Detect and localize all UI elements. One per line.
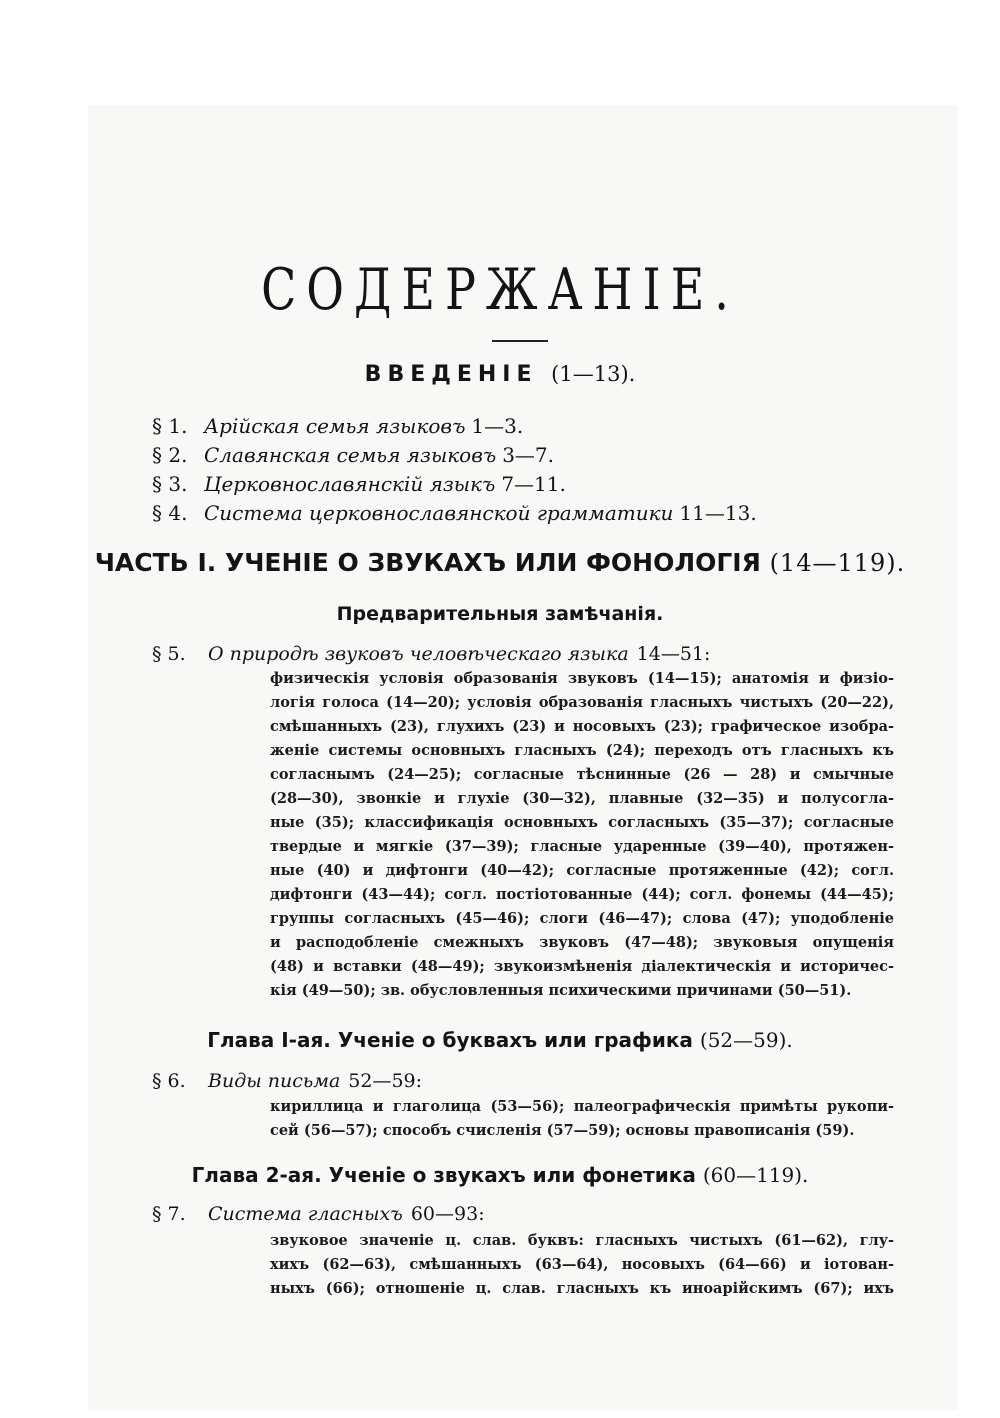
section-6-detail-line: сей (56—57); способъ счисленія (57—59); основы правописанія (59). — [270, 1122, 855, 1139]
toc-entry-pages: 1—3. — [471, 414, 524, 438]
toc-entry-pages: 7—11. — [501, 472, 566, 496]
introduction-heading-text: ВВЕДЕНІЕ — [364, 362, 538, 387]
section-5-detail-line: кія (49—50); зв. обусловленныя психическими причинами (50—51). — [270, 982, 852, 999]
toc-entry-number: § 3. — [152, 472, 188, 496]
toc-entry-number: § 4. — [152, 501, 188, 525]
section-5-detail-line: (48) и вставки (48—49); звукоизмѣненія діалектическія и историчес- — [270, 958, 894, 975]
section-pages: 60—93: — [410, 1203, 485, 1225]
preliminary-remarks-heading: Предварительныя замѣчанія. — [336, 603, 664, 625]
section-5-detail-line: логія голоса (14—20); условія образованія гласныхъ чистыхъ (20—22), — [270, 694, 894, 711]
toc-entry-number: § 1. — [152, 414, 188, 438]
chapter-2-heading-text: Глава 2-ая. Ученіе о звукахъ или фонетика — [191, 1163, 696, 1187]
section-pages: 52—59: — [348, 1070, 423, 1092]
toc-entry-title: Славянская семья языковъ — [204, 443, 497, 467]
section-number: § 6. — [152, 1070, 186, 1092]
section-5-detail-line: (28—30), звонкіе и глухіе (30—32), плавные (32—35) и полусогла- — [270, 790, 894, 807]
section-5-detail-line: физическія условія образованія звуковъ (14—15); анатомія и физіо- — [270, 670, 894, 687]
section-5-detail-line: согласнымъ (24—25); согласные тѣснинные (26 — 28) и смычные — [270, 766, 894, 783]
part-one-heading-text: ЧАСТЬ I. УЧЕНІЕ О ЗВУКАХЪ ИЛИ ФОНОЛОГІЯ — [94, 548, 761, 577]
chapter-1-heading — [0, 1028, 1000, 1052]
section-7-detail-line: ныхъ (66); отношеніе ц. слав. гласныхъ къ иноарійскимъ (67); ихъ — [270, 1280, 894, 1297]
introduction-heading — [0, 362, 1000, 387]
section-6-detail-line: кириллица и глаголица (53—56); палеографическія примѣты рукопи- — [270, 1098, 894, 1115]
chapter-2-range: (60—119). — [702, 1163, 809, 1187]
page-title: СОДЕРЖАНІЕ. — [261, 255, 739, 323]
section-5-detail-line: дифтонги (43—44); согл. постіотованные (44); согл. фонемы (44—45); — [270, 886, 894, 903]
toc-entry-3 — [152, 472, 566, 496]
chapter-2-heading — [0, 1163, 1000, 1187]
part-one-range: (14—119). — [769, 549, 906, 577]
section-7-detail-line: хихъ (62—63), смѣшанныхъ (63—64), носовыхъ (64—66) и іотован- — [270, 1256, 894, 1273]
section-5-detail-line: смѣшанныхъ (23), глухихъ (23) и носовыхъ (23); графическое изобра- — [270, 718, 894, 735]
section-title: Виды письма — [208, 1070, 341, 1092]
toc-entry-title: Церковнославянскій языкъ — [204, 472, 496, 496]
chapter-1-heading-text: Глава I-ая. Ученіе о буквахъ или графика — [207, 1028, 693, 1052]
part-one-heading — [0, 548, 1000, 577]
toc-entry-title: Арійская семья языковъ — [204, 414, 466, 438]
title-divider — [492, 340, 548, 342]
section-5-detail-line: ные (40) и дифтонги (40—42); согласные протяженные (42); согл. — [270, 862, 894, 879]
section-7-detail-line: звуковое значеніе ц. слав. буквъ: гласныхъ чистыхъ (61—62), глу- — [270, 1232, 894, 1249]
section-title: Система гласныхъ — [208, 1203, 403, 1225]
toc-entry-1 — [152, 414, 523, 438]
section-5-detail-line: группы согласныхъ (45—46); слоги (46—47); слова (47); уподобленіе — [270, 910, 894, 927]
chapter-1-range: (52—59). — [699, 1028, 793, 1052]
section-title: О природѣ звуковъ человѣческаго языка — [208, 643, 629, 665]
section-pages: 14—51: — [636, 643, 711, 665]
toc-entry-title: Система церковнославянской грамматики — [204, 501, 674, 525]
introduction-range: (1—13). — [551, 362, 636, 386]
toc-entry-2 — [152, 443, 554, 467]
section-number: § 5. — [152, 643, 186, 665]
section-7-entry — [152, 1203, 485, 1225]
section-number: § 7. — [152, 1203, 186, 1225]
toc-entry-4 — [152, 501, 757, 525]
toc-entry-number: § 2. — [152, 443, 188, 467]
section-5-detail-line: и расподобленіе смежныхъ звуковъ (47—48); звуковыя опущенія — [270, 934, 894, 951]
section-5-detail-line: твердые и мягкіе (37—39); гласные ударенные (39—40), протяжен- — [270, 838, 894, 855]
section-6-entry — [152, 1070, 422, 1092]
toc-entry-pages: 11—13. — [679, 501, 757, 525]
section-5-detail-line: ные (35); классификація основныхъ согласныхъ (35—37); согласные — [270, 814, 894, 831]
section-5-entry — [152, 643, 710, 665]
toc-entry-pages: 3—7. — [502, 443, 554, 467]
section-5-detail-line: женіе системы основныхъ гласныхъ (24); переходъ отъ гласныхъ къ — [270, 742, 894, 759]
